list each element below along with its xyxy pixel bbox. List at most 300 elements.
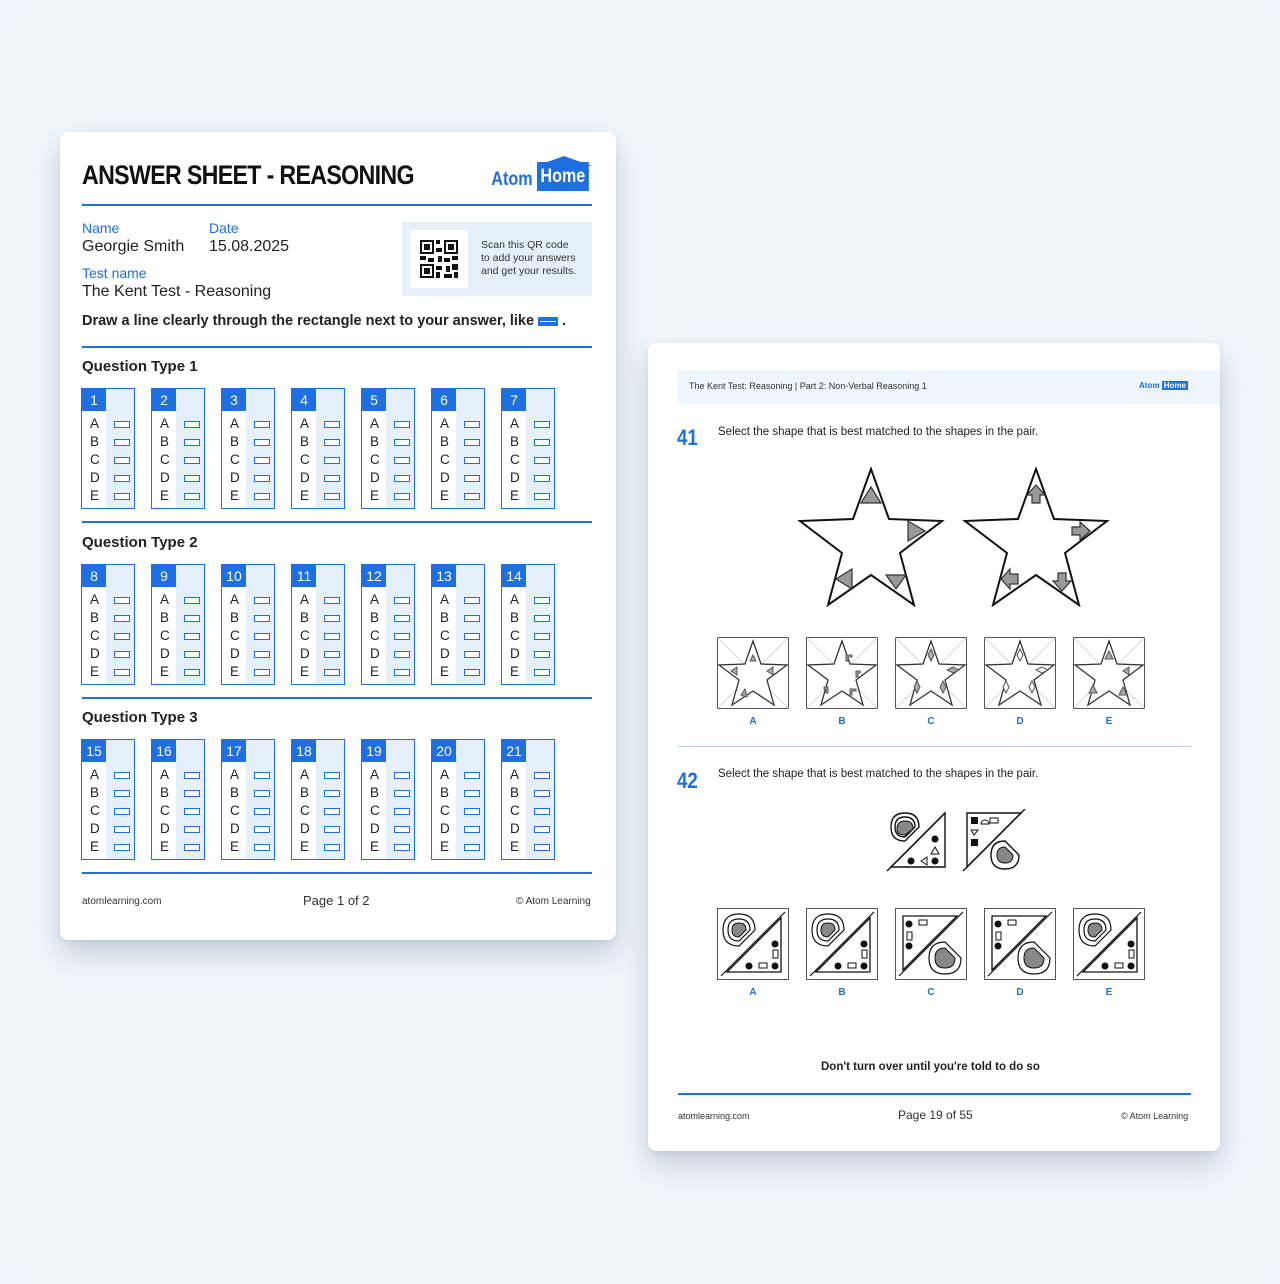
answer-rectangle[interactable] xyxy=(534,475,550,482)
answer-rectangle[interactable] xyxy=(394,844,410,851)
answer-option-row xyxy=(510,645,550,663)
answer-option-letter: C xyxy=(370,452,380,467)
answer-rectangle[interactable] xyxy=(464,633,480,640)
test-page-logo xyxy=(1139,381,1188,390)
answer-rectangle[interactable] xyxy=(324,790,340,797)
answer-option-letter: B xyxy=(230,610,240,625)
answer-rectangle[interactable] xyxy=(184,651,200,658)
question-42-stem-figure xyxy=(883,809,1029,877)
answer-option-row xyxy=(90,469,130,487)
header-rule xyxy=(82,204,592,206)
answer-rectangle[interactable] xyxy=(464,597,480,604)
answer-option-letter: B xyxy=(510,610,520,625)
answer-option-letter: E xyxy=(510,839,520,854)
answer-option-row xyxy=(300,838,340,856)
answer-option-letter: B xyxy=(300,785,310,800)
answer-rectangle[interactable] xyxy=(254,669,270,676)
answer-rectangle[interactable] xyxy=(184,844,200,851)
answer-option-row xyxy=(510,663,550,681)
answer-option-letter: C xyxy=(440,803,450,818)
answer-rectangle[interactable] xyxy=(464,790,480,797)
footer-site: atomlearning.com xyxy=(678,1111,750,1121)
answer-rectangle[interactable] xyxy=(534,669,550,676)
answer-option-row xyxy=(370,820,410,838)
answer-card xyxy=(81,564,135,685)
answer-option-row xyxy=(370,487,410,505)
answer-rectangle[interactable] xyxy=(184,772,200,779)
answer-rectangle[interactable] xyxy=(254,651,270,658)
question-42-text: Select the shape that is best matched to the shapes in the pair. xyxy=(718,768,1039,780)
answer-rectangle[interactable] xyxy=(394,651,410,658)
answer-option-letter: E xyxy=(230,488,240,503)
question-type-heading: Question Type 3 xyxy=(82,709,198,726)
name-label: Name xyxy=(82,220,120,236)
answer-rectangle[interactable] xyxy=(324,772,340,779)
answer-rectangle[interactable] xyxy=(534,615,550,622)
answer-rectangle[interactable] xyxy=(534,651,550,658)
answer-option-letter: D xyxy=(300,821,310,836)
answer-rectangle[interactable] xyxy=(534,457,550,464)
answer-option-letter: E xyxy=(90,839,100,854)
answer-rectangle[interactable] xyxy=(114,457,130,464)
answer-rectangle[interactable] xyxy=(464,826,480,833)
answer-option-row xyxy=(300,487,340,505)
answer-option-row xyxy=(440,591,480,609)
answer-option-letter: D xyxy=(370,646,380,661)
answer-rectangle[interactable] xyxy=(114,439,130,446)
answer-option[interactable] xyxy=(895,637,967,727)
option-figure xyxy=(984,637,1056,709)
answer-option-row xyxy=(160,415,200,433)
answer-option-letter: D xyxy=(440,821,450,836)
answer-option-letter: B xyxy=(440,610,450,625)
answer-rectangle[interactable] xyxy=(394,615,410,622)
answer-rectangle[interactable] xyxy=(184,493,200,500)
answer-option-letter: C xyxy=(300,803,310,818)
answer-option-letter: D xyxy=(510,470,520,485)
answer-option-letter: D xyxy=(510,646,520,661)
answer-option-letter: A xyxy=(230,767,240,782)
answer-option-letter: C xyxy=(510,628,520,643)
answer-option-letter: B xyxy=(510,434,520,449)
answer-rectangle[interactable] xyxy=(394,808,410,815)
answer-option-row xyxy=(230,663,270,681)
answer-option-row xyxy=(440,820,480,838)
question-number: 7 xyxy=(502,389,526,411)
answer-rectangle[interactable] xyxy=(464,475,480,482)
answer-option-row xyxy=(300,663,340,681)
answer-option-row xyxy=(510,433,550,451)
answer-rectangle[interactable] xyxy=(184,457,200,464)
answer-rectangle[interactable] xyxy=(254,475,270,482)
answer-option[interactable] xyxy=(806,908,878,998)
question-number: 18 xyxy=(292,740,316,762)
answer-rectangle[interactable] xyxy=(254,826,270,833)
option-label: B xyxy=(838,987,846,998)
answer-rectangle[interactable] xyxy=(184,790,200,797)
answer-rectangle[interactable] xyxy=(254,457,270,464)
answer-rectangle[interactable] xyxy=(114,475,130,482)
answer-rectangle[interactable] xyxy=(324,597,340,604)
answer-rectangle[interactable] xyxy=(254,808,270,815)
answer-option-row xyxy=(160,487,200,505)
option-figure xyxy=(806,637,878,709)
answer-rectangle[interactable] xyxy=(534,772,550,779)
qr-code-icon[interactable] xyxy=(410,230,468,288)
logo-atom-text: Atom xyxy=(1139,381,1160,390)
answer-rectangle[interactable] xyxy=(534,633,550,640)
answer-option-row xyxy=(90,591,130,609)
answer-option-row xyxy=(440,627,480,645)
answer-option-row xyxy=(510,591,550,609)
logo-atom-text: Atom xyxy=(491,169,533,190)
answer-rectangle[interactable] xyxy=(464,651,480,658)
question-number: 19 xyxy=(362,740,386,762)
answer-option-row xyxy=(230,469,270,487)
instruction-rule xyxy=(82,346,592,348)
answer-rectangle[interactable] xyxy=(394,439,410,446)
answer-option[interactable] xyxy=(1073,908,1145,998)
answer-card xyxy=(501,739,555,860)
answer-rectangle[interactable] xyxy=(184,808,200,815)
answer-rectangle[interactable] xyxy=(184,597,200,604)
answer-option-row xyxy=(90,451,130,469)
answer-rectangle[interactable] xyxy=(184,826,200,833)
answer-option-row xyxy=(510,469,550,487)
question-number: 13 xyxy=(432,565,456,587)
answer-rectangle[interactable] xyxy=(254,597,270,604)
answer-rectangle[interactable] xyxy=(184,615,200,622)
answer-card xyxy=(501,564,555,685)
answer-sheet xyxy=(60,132,616,940)
answer-option-letter: B xyxy=(370,434,380,449)
answer-option-row xyxy=(440,784,480,802)
answer-rectangle[interactable] xyxy=(394,493,410,500)
answer-option-row xyxy=(510,487,550,505)
answer-rectangle[interactable] xyxy=(464,669,480,676)
answer-option-row xyxy=(300,766,340,784)
answer-rectangle[interactable] xyxy=(114,772,130,779)
answer-option-letter: B xyxy=(510,785,520,800)
option-label: B xyxy=(838,716,846,727)
option-figure xyxy=(895,908,967,980)
option-label: E xyxy=(1105,716,1113,727)
answer-option-letter: A xyxy=(230,592,240,607)
answer-rectangle[interactable] xyxy=(254,633,270,640)
option-figure xyxy=(806,908,878,980)
answer-rectangle[interactable] xyxy=(464,457,480,464)
answer-rectangle[interactable] xyxy=(114,790,130,797)
answer-rectangle[interactable] xyxy=(394,421,410,428)
atom-home-logo xyxy=(484,162,597,191)
answer-option[interactable] xyxy=(717,908,789,998)
answer-rectangle[interactable] xyxy=(114,808,130,815)
answer-option-letter: D xyxy=(90,821,100,836)
answer-card xyxy=(431,564,485,685)
answer-rectangle[interactable] xyxy=(324,808,340,815)
answer-option-row xyxy=(90,784,130,802)
answer-option-letter: A xyxy=(160,767,170,782)
answer-rectangle[interactable] xyxy=(534,844,550,851)
answer-option-letter: A xyxy=(440,767,450,782)
answer-option-letter: B xyxy=(90,785,100,800)
answer-rectangle[interactable] xyxy=(184,669,200,676)
answer-rectangle[interactable] xyxy=(254,439,270,446)
answer-rectangle[interactable] xyxy=(324,615,340,622)
answer-option-letter: C xyxy=(90,803,100,818)
answer-card xyxy=(151,739,205,860)
question-number: 12 xyxy=(362,565,386,587)
answer-option-letter: A xyxy=(440,592,450,607)
answer-rectangle[interactable] xyxy=(114,493,130,500)
answer-rectangle[interactable] xyxy=(464,772,480,779)
answer-option-row xyxy=(230,802,270,820)
instruction-line xyxy=(82,313,566,329)
answer-option-row xyxy=(440,451,480,469)
answer-option-letter: E xyxy=(160,839,170,854)
answer-rectangle[interactable] xyxy=(464,439,480,446)
answer-rectangle[interactable] xyxy=(534,597,550,604)
option-figure xyxy=(717,908,789,980)
answer-option-letter: B xyxy=(90,610,100,625)
answer-option-letter: D xyxy=(440,646,450,661)
answer-rectangle[interactable] xyxy=(394,597,410,604)
option-label: A xyxy=(749,716,757,727)
answer-rectangle[interactable] xyxy=(114,669,130,676)
answer-option-row xyxy=(370,415,410,433)
test-page xyxy=(648,343,1220,1151)
answer-rectangle[interactable] xyxy=(114,615,130,622)
section-rule xyxy=(82,521,592,523)
answer-option-letter: E xyxy=(510,488,520,503)
answer-rectangle[interactable] xyxy=(464,844,480,851)
answer-option-letter: D xyxy=(300,646,310,661)
answer-option-letter: D xyxy=(160,821,170,836)
answer-option-letter: B xyxy=(300,610,310,625)
answer-rectangle[interactable] xyxy=(464,493,480,500)
answer-option-row xyxy=(90,820,130,838)
question-number: 3 xyxy=(222,389,246,411)
answer-option-letter: A xyxy=(90,416,100,431)
answer-card xyxy=(221,388,275,509)
answer-card xyxy=(431,388,485,509)
answer-option[interactable] xyxy=(984,908,1056,998)
answer-rectangle[interactable] xyxy=(114,651,130,658)
answer-rectangle[interactable] xyxy=(114,597,130,604)
answer-rectangle[interactable] xyxy=(324,439,340,446)
answer-rectangle[interactable] xyxy=(534,439,550,446)
answer-rectangle[interactable] xyxy=(324,421,340,428)
qr-text-line: to add your answers xyxy=(481,252,576,264)
answer-option-row xyxy=(160,802,200,820)
answer-option-row xyxy=(300,784,340,802)
question-type-heading: Question Type 2 xyxy=(82,534,198,551)
question-number: 6 xyxy=(432,389,456,411)
answer-option-letter: D xyxy=(90,470,100,485)
answer-rectangle[interactable] xyxy=(114,421,130,428)
answer-option[interactable] xyxy=(895,908,967,998)
answer-rectangle[interactable] xyxy=(114,633,130,640)
answer-option-row xyxy=(90,487,130,505)
answer-rectangle[interactable] xyxy=(254,790,270,797)
answer-option-row xyxy=(510,784,550,802)
answer-rectangle[interactable] xyxy=(254,772,270,779)
footer-copyright: © Atom Learning xyxy=(516,896,591,907)
answer-option-row xyxy=(230,609,270,627)
answer-option-letter: C xyxy=(370,803,380,818)
answer-rectangle[interactable] xyxy=(464,421,480,428)
answer-option-row xyxy=(510,820,550,838)
qr-instructions xyxy=(481,239,576,278)
answer-rectangle[interactable] xyxy=(184,475,200,482)
answer-rectangle[interactable] xyxy=(254,844,270,851)
logo-home-text: Home xyxy=(1163,381,1186,390)
question-41-number: 41 xyxy=(677,425,698,450)
answer-rectangle[interactable] xyxy=(464,808,480,815)
date-value: 15.08.2025 xyxy=(209,238,290,255)
marked-rectangle-example xyxy=(538,317,558,326)
answer-rectangle[interactable] xyxy=(534,421,550,428)
answer-option-row xyxy=(440,609,480,627)
answer-option-letter: D xyxy=(230,646,240,661)
answer-option-row xyxy=(230,784,270,802)
answer-option-row xyxy=(90,627,130,645)
answer-option-row xyxy=(300,415,340,433)
answer-option-letter: A xyxy=(510,416,520,431)
answer-rectangle[interactable] xyxy=(324,826,340,833)
answer-option-letter: E xyxy=(160,664,170,679)
answer-rectangle[interactable] xyxy=(324,475,340,482)
answer-option-letter: B xyxy=(160,434,170,449)
answer-rectangle[interactable] xyxy=(394,457,410,464)
answer-option-letter: A xyxy=(370,416,380,431)
answer-option-letter: D xyxy=(370,821,380,836)
answer-option-row xyxy=(230,766,270,784)
answer-option-row xyxy=(370,451,410,469)
answer-option-letter: A xyxy=(160,592,170,607)
answer-rectangle[interactable] xyxy=(184,439,200,446)
answer-rectangle[interactable] xyxy=(114,844,130,851)
answer-rectangle[interactable] xyxy=(534,790,550,797)
answer-rectangle[interactable] xyxy=(394,772,410,779)
answer-rectangle[interactable] xyxy=(184,421,200,428)
option-label: D xyxy=(1016,716,1024,727)
answer-rectangle[interactable] xyxy=(534,826,550,833)
answer-option-row xyxy=(300,820,340,838)
answer-option-letter: E xyxy=(370,664,380,679)
answer-rectangle[interactable] xyxy=(324,651,340,658)
answer-option-letter: A xyxy=(230,416,240,431)
answer-option-row xyxy=(510,802,550,820)
test-page-header xyxy=(678,370,1220,404)
logo-home-text: Home xyxy=(537,162,589,191)
answer-option-row xyxy=(160,451,200,469)
answer-option-letter: C xyxy=(300,452,310,467)
question-number: 11 xyxy=(292,565,316,587)
answer-rectangle[interactable] xyxy=(534,493,550,500)
answer-rectangle[interactable] xyxy=(254,421,270,428)
answer-rectangle[interactable] xyxy=(324,669,340,676)
answer-option-row xyxy=(90,663,130,681)
answer-option-row xyxy=(300,451,340,469)
answer-card xyxy=(151,564,205,685)
answer-option-letter: A xyxy=(300,592,310,607)
answer-option-row xyxy=(300,645,340,663)
answer-card xyxy=(291,564,345,685)
answer-option-row xyxy=(160,433,200,451)
answer-rectangle[interactable] xyxy=(394,669,410,676)
answer-option-row xyxy=(510,627,550,645)
answer-option-row xyxy=(370,645,410,663)
option-figure xyxy=(1073,908,1145,980)
answer-rectangle[interactable] xyxy=(534,808,550,815)
answer-rectangle[interactable] xyxy=(324,457,340,464)
answer-option-letter: B xyxy=(160,610,170,625)
answer-rectangle[interactable] xyxy=(324,493,340,500)
footer-site: atomlearning.com xyxy=(82,896,162,907)
answer-option[interactable] xyxy=(1073,637,1145,727)
answer-option-row xyxy=(440,645,480,663)
question-divider xyxy=(678,746,1191,747)
answer-rectangle[interactable] xyxy=(394,475,410,482)
answer-card xyxy=(221,564,275,685)
answer-option-row xyxy=(90,609,130,627)
question-number: 15 xyxy=(82,740,106,762)
answer-card xyxy=(81,739,135,860)
answer-rectangle[interactable] xyxy=(394,790,410,797)
answer-option[interactable] xyxy=(717,637,789,727)
answer-option-letter: C xyxy=(230,452,240,467)
answer-option[interactable] xyxy=(984,637,1056,727)
qr-text-line: and get your results. xyxy=(481,265,577,277)
question-number: 10 xyxy=(222,565,246,587)
answer-rectangle[interactable] xyxy=(394,826,410,833)
answer-card xyxy=(291,739,345,860)
answer-option-row xyxy=(370,838,410,856)
answer-option-letter: D xyxy=(160,646,170,661)
answer-rectangle[interactable] xyxy=(324,633,340,640)
answer-option-row xyxy=(300,627,340,645)
answer-option-row xyxy=(230,645,270,663)
answer-option-letter: E xyxy=(370,839,380,854)
answer-option-letter: A xyxy=(370,592,380,607)
answer-option[interactable] xyxy=(806,637,878,727)
qr-text-line: Scan this QR code xyxy=(481,239,569,251)
answer-rectangle[interactable] xyxy=(394,633,410,640)
answer-option-row xyxy=(160,627,200,645)
answer-option-row xyxy=(160,469,200,487)
logo-roof-icon xyxy=(536,156,592,166)
answer-option-row xyxy=(90,838,130,856)
answer-option-letter: B xyxy=(440,785,450,800)
answer-option-row xyxy=(160,766,200,784)
answer-rectangle[interactable] xyxy=(464,615,480,622)
question-42-number: 42 xyxy=(677,768,698,793)
answer-rectangle[interactable] xyxy=(114,826,130,833)
answer-option-row xyxy=(230,487,270,505)
answer-option-letter: A xyxy=(510,592,520,607)
answer-option-row xyxy=(160,609,200,627)
answer-option-row xyxy=(440,838,480,856)
answer-rectangle[interactable] xyxy=(254,493,270,500)
answer-option-row xyxy=(440,469,480,487)
answer-option-row xyxy=(510,451,550,469)
answer-rectangle[interactable] xyxy=(254,615,270,622)
answer-rectangle[interactable] xyxy=(184,633,200,640)
answer-option-letter: D xyxy=(440,470,450,485)
question-41-text: Select the shape that is best matched to the shapes in the pair. xyxy=(718,426,1039,438)
answer-rectangle[interactable] xyxy=(324,844,340,851)
